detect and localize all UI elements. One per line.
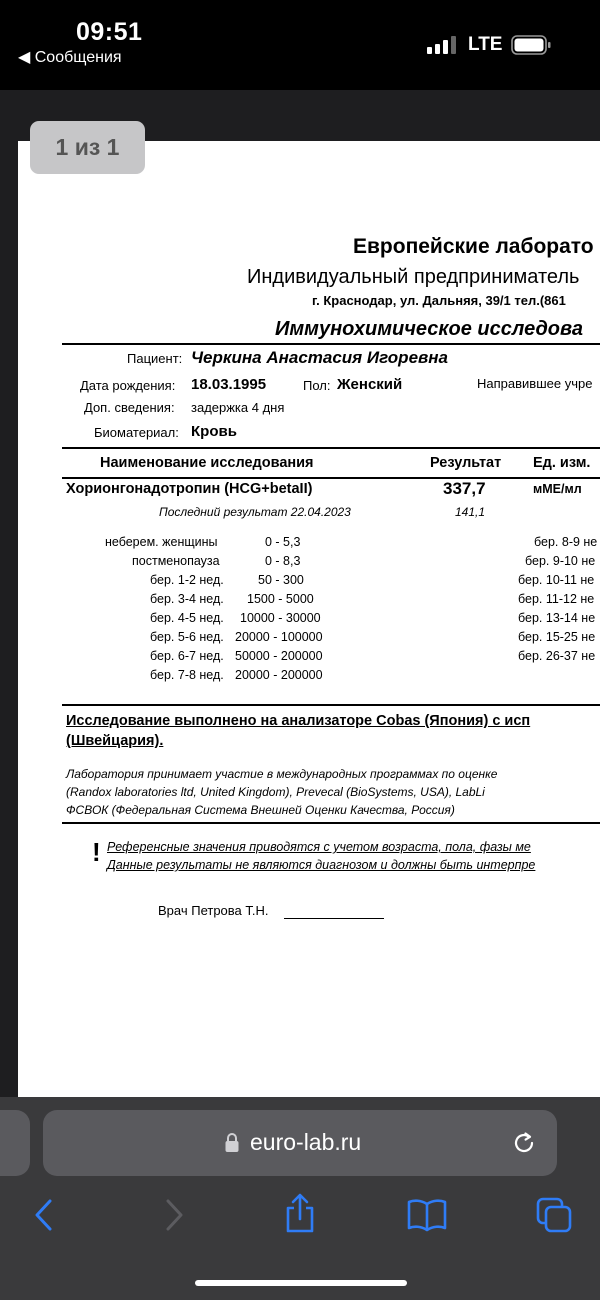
signature-line xyxy=(284,918,384,919)
biomaterial-value: Кровь xyxy=(191,423,237,440)
test-name: Хорионгонадотропин (HCG+betaII) xyxy=(66,481,313,497)
home-indicator[interactable] xyxy=(195,1280,407,1286)
ref-range: 20000 - 100000 xyxy=(235,630,323,644)
previous-tab-pill[interactable] xyxy=(0,1110,30,1176)
ref-label: бер. 6-7 нед. xyxy=(150,649,224,663)
extra-info-value: задержка 4 дня xyxy=(191,400,285,415)
lab-name: Европейские лаборато xyxy=(353,235,594,258)
lock-icon xyxy=(224,1132,240,1154)
signal-icon xyxy=(427,36,459,54)
tabs-icon[interactable] xyxy=(535,1196,573,1234)
analyzer-note: (Швейцария). xyxy=(66,733,164,749)
bookmarks-icon[interactable] xyxy=(407,1198,447,1232)
ref-range: 0 - 5,3 xyxy=(265,535,301,549)
share-icon[interactable] xyxy=(283,1192,317,1234)
doctor-signature: Врач Петрова Т.Н. xyxy=(158,903,269,918)
quality-note: (Randox laboratories ltd, United Kingdom), Prevecal (BioSystems, USA), LabLi xyxy=(66,785,485,799)
ref-label: бер. 13-14 не xyxy=(518,611,596,625)
ref-label: бер. 5-6 нед. xyxy=(150,630,224,644)
dob-label: Дата рождения: xyxy=(80,378,176,393)
battery-icon xyxy=(511,35,551,55)
ref-label: бер. 1-2 нед. xyxy=(150,573,224,587)
patient-label: Пациент: xyxy=(127,351,183,366)
ref-label: бер. 15-25 не xyxy=(518,630,596,644)
ref-range: 50 - 300 xyxy=(258,573,304,587)
page-counter: 1 из 1 xyxy=(30,121,145,174)
reference-note: Референсные значения приводятся с учетом возраста, пола, фазы ме xyxy=(107,840,531,854)
reload-icon[interactable] xyxy=(511,1130,537,1156)
header-name: Наименование исследования xyxy=(100,455,314,471)
patient-name: Черкина Анастасия Игоревна xyxy=(191,348,449,367)
forward-icon[interactable] xyxy=(163,1198,185,1232)
warning-icon: ! xyxy=(92,837,101,867)
ref-label: бер. 3-4 нед. xyxy=(150,592,224,606)
quality-note: Лаборатория принимает участие в международных программах по оценке xyxy=(66,767,498,781)
ref-label: бер. 8-9 не xyxy=(534,535,598,549)
document-page xyxy=(18,141,600,1099)
entrepreneur-line: Индивидуальный предприниматель xyxy=(247,266,580,288)
test-units: мМЕ/мл xyxy=(533,482,582,496)
table-bottom-rule xyxy=(62,704,600,706)
quality-note: ФСВОК (Федеральная Система Внешней Оценки Качества, Россия) xyxy=(66,803,455,817)
header-units: Ед. изм. xyxy=(533,455,591,471)
extra-info-label: Доп. сведения: xyxy=(84,400,175,415)
ref-range: 1500 - 5000 xyxy=(247,592,314,606)
last-result-value: 141,1 xyxy=(455,505,486,519)
ref-label: бер. 7-8 нед. xyxy=(150,668,224,682)
url-text[interactable]: euro-lab.ru xyxy=(250,1129,362,1155)
clock: 09:51 xyxy=(76,18,143,46)
divider xyxy=(62,343,600,345)
table-top-rule xyxy=(62,447,600,449)
ref-label: бер. 4-5 нед. xyxy=(150,611,224,625)
back-to-messages-link[interactable]: ◀ Сообщения xyxy=(18,49,122,66)
ref-range: 10000 - 30000 xyxy=(240,611,321,625)
ref-range: 20000 - 200000 xyxy=(235,668,323,682)
ref-range: 0 - 8,3 xyxy=(265,554,301,568)
divider xyxy=(62,822,600,824)
ref-label: бер. 9-10 не xyxy=(525,554,596,568)
table-header-rule xyxy=(62,477,600,479)
document-title: Иммунохимическое исследова xyxy=(275,318,583,340)
ref-label: бер. 26-37 не xyxy=(518,649,596,663)
test-result: 337,7 xyxy=(443,479,486,498)
status-bar xyxy=(0,0,600,90)
ref-label: бер. 10-11 не xyxy=(518,573,595,587)
header-result: Результат xyxy=(430,455,502,471)
last-result-label: Последний результат 22.04.2023 xyxy=(159,505,351,519)
back-icon[interactable] xyxy=(33,1198,55,1232)
disclaimer-note: Данные результаты не являются диагнозом и должны быть интерпре xyxy=(107,858,536,872)
dob-value: 18.03.1995 xyxy=(191,376,267,393)
ref-label: постменопауза xyxy=(132,554,220,568)
sex-value: Женский xyxy=(337,376,403,393)
network-type: LTE xyxy=(468,34,503,55)
biomaterial-label: Биоматериал: xyxy=(94,425,179,440)
ref-range: 50000 - 200000 xyxy=(235,649,323,663)
referrer-label: Направившее учре xyxy=(477,376,593,391)
sex-label: Пол: xyxy=(303,378,331,393)
analyzer-note: Исследование выполнено на анализаторе Cobas (Япония) с исп xyxy=(66,713,531,729)
address-line: г. Краснодар, ул. Дальняя, 39/1 тел.(861 xyxy=(312,293,566,308)
ref-label: бер. 11-12 не xyxy=(518,592,595,606)
ref-label: неберем. женщины xyxy=(105,535,218,549)
